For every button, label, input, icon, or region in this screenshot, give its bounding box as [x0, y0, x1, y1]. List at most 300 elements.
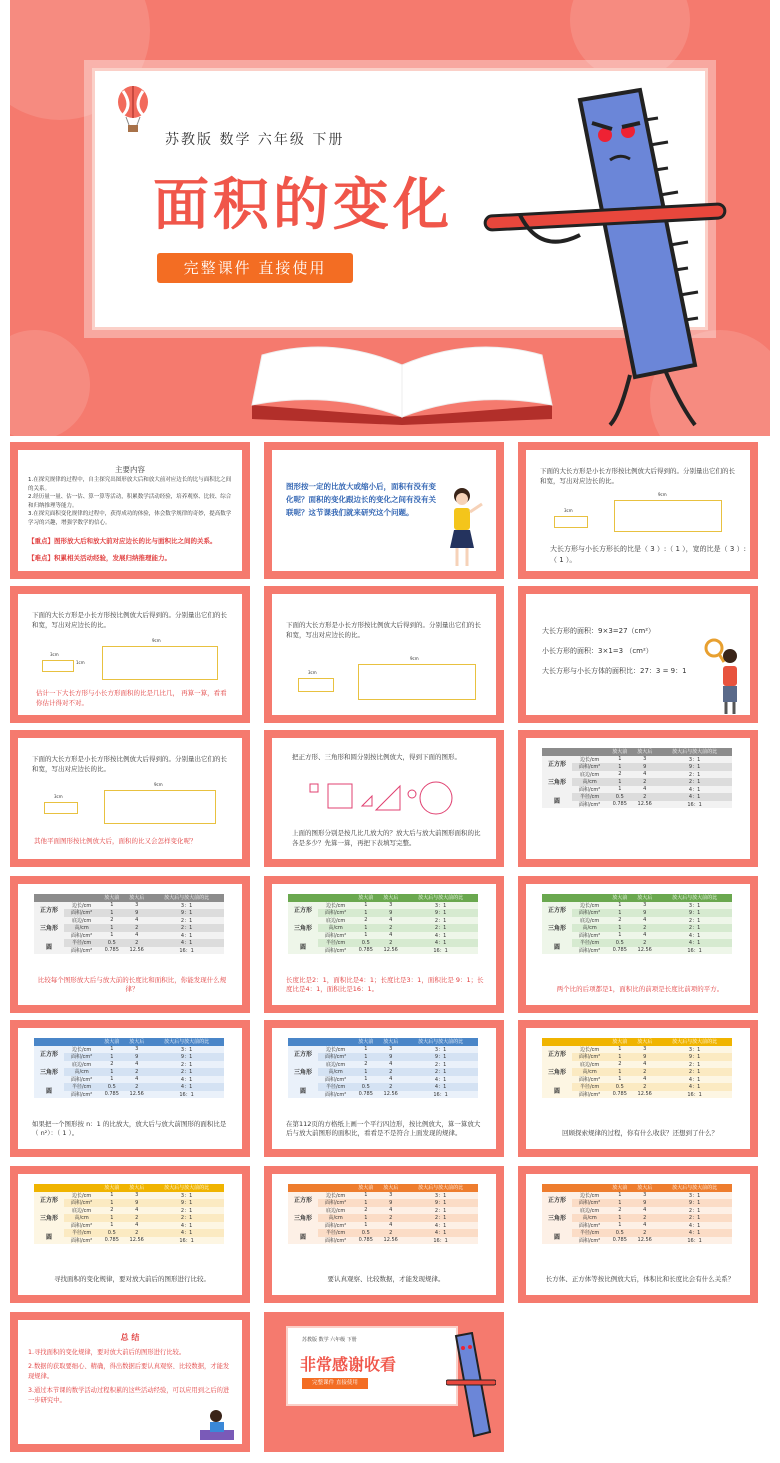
table-cell: 2: [389, 1214, 393, 1221]
table-cell: 1: [110, 1076, 114, 1083]
table-cell: 高/cm: [582, 779, 597, 786]
table-cell: 1: [618, 1214, 622, 1221]
table-cell: 4：1: [434, 1076, 447, 1083]
summary-point-2: 2.数据的获取要细心、精确，得出数据后要认真观察、比较数据，才能发现规律。: [28, 1363, 230, 1381]
question-text: 其他平面图形按比例放大后，面积的比又会怎样变化呢？: [34, 837, 197, 845]
table-row: [288, 1046, 478, 1054]
ruler-character-illustration: [480, 85, 730, 435]
table-cell: 9: [389, 1053, 393, 1060]
table-group-cell: 圆: [542, 1083, 572, 1098]
comparison-table: [288, 894, 478, 954]
slide-table-green-square: [518, 876, 758, 1013]
table-cell: 面积/cm²: [70, 910, 93, 917]
table-cell: 1: [110, 932, 114, 939]
table-cell: 4：1: [434, 1230, 447, 1237]
table-cell: 面积/cm²: [324, 1200, 347, 1207]
table-cell: 9: [135, 1053, 139, 1060]
table-row: [34, 1229, 224, 1237]
table-header-row: [34, 894, 224, 902]
table-group-cell: 三角形: [288, 1061, 318, 1084]
table-cell: 4：1: [434, 932, 447, 939]
table-row: [542, 902, 732, 910]
table-cell: 4: [135, 932, 139, 939]
table-cell: 12.56: [383, 1237, 398, 1244]
table-cell: 1: [364, 1046, 368, 1053]
table-cell: 1: [618, 756, 622, 763]
table-cell: 2：1: [180, 1207, 193, 1214]
table-cell: 2: [643, 924, 647, 931]
table-cell: 高/cm: [582, 925, 597, 932]
table-cell: 2：1: [688, 779, 701, 786]
table-cell: 1: [618, 1199, 622, 1206]
table-cell: 16：1: [179, 1237, 194, 1244]
table-header-row: [542, 748, 732, 756]
table-cell: 12.56: [383, 947, 398, 954]
table-cell: 4: [643, 1207, 647, 1214]
table-header-cell: 放大后: [124, 894, 149, 902]
table-header-cell: 放大后: [124, 1184, 149, 1192]
table-cell: 面积/cm²: [70, 1091, 93, 1098]
table-cell: 0.785: [358, 947, 373, 954]
table-header-cell: 放大后与放大前的比: [149, 894, 224, 902]
small-length-label: 3cm: [54, 794, 63, 799]
table-cell: 16：1: [687, 1091, 702, 1098]
slide-table-green-ratio: [264, 876, 504, 1013]
table-row: [542, 793, 732, 801]
table-row: [542, 1061, 732, 1069]
table-cell: 2: [110, 917, 114, 924]
table-cell: 4：1: [180, 1230, 193, 1237]
comparison-table: [542, 894, 732, 954]
table-cell: 底边/cm: [71, 917, 92, 924]
summary-title: 总 结: [120, 1333, 140, 1342]
table-cell: 16：1: [687, 947, 702, 954]
table-header-cell: [34, 1184, 99, 1192]
table-cell: 半径/cm: [71, 1084, 92, 1091]
table-header-cell: [288, 1038, 353, 1046]
table-cell: 面积/cm²: [70, 1054, 93, 1061]
table-cell: 3：1: [688, 1046, 701, 1053]
comparison-table: [542, 1038, 732, 1098]
table-cell: 面积/cm²: [324, 1237, 347, 1244]
table-row: [34, 917, 224, 925]
table-cell: 高/cm: [74, 1069, 89, 1076]
table-row: [288, 1083, 478, 1091]
table-cell: 0.5: [107, 1229, 116, 1236]
table-caption: 长方体、正方体等按比例放大后，体积比和长度比会有什么关系？: [545, 1275, 735, 1284]
table-group-cell: 圆: [542, 793, 572, 808]
table-cell: 4：1: [434, 1084, 447, 1091]
table-header-row: [288, 1038, 478, 1046]
table-cell: 半径/cm: [71, 940, 92, 947]
table-group-cell: 三角形: [542, 1207, 572, 1230]
table-cell: 3：1: [434, 902, 447, 909]
table-caption: 要认真观察、比较数据，才能发现规律。: [327, 1275, 445, 1284]
table-cell: 9：1: [688, 764, 701, 771]
table-header-row: [288, 894, 478, 902]
table-cell: 1: [618, 902, 622, 909]
table-header-cell: 放大前: [607, 748, 632, 756]
thanks-title: 非常感谢收看: [300, 1355, 397, 1374]
table-cell: 2：1: [688, 1207, 701, 1214]
table-cell: 4：1: [688, 1076, 701, 1083]
table-cell: 边长/cm: [325, 1192, 346, 1199]
table-header-cell: 放大前: [99, 1038, 124, 1046]
table-row: [542, 1083, 732, 1091]
small-rectangle: [298, 678, 334, 692]
table-row: [542, 1192, 732, 1200]
table-cell: 边长/cm: [71, 902, 92, 909]
hot-air-balloon-icon: [115, 85, 151, 133]
table-row: [34, 1207, 224, 1215]
table-cell: 1: [618, 924, 622, 931]
table-cell: 9：1: [180, 1054, 193, 1061]
table-group-cell: 正方形: [34, 1192, 64, 1207]
table-header-cell: 放大前: [353, 894, 378, 902]
table-cell: 3：1: [180, 1192, 193, 1199]
paragraph: 3.在探究面积变化规律的过程中，获得成功的体验，体会数学规律的奇妙，提高数学学习的兴趣，增强学数学的信心。: [28, 511, 232, 526]
table-row: [288, 1207, 478, 1215]
table-cell: 1: [618, 1222, 622, 1229]
girl-magnifier-illustration: [704, 638, 744, 715]
table-cell: 4: [389, 1222, 393, 1229]
table-row: [542, 917, 732, 925]
table-cell: 0.785: [612, 947, 627, 954]
big-length-label: 9cm: [410, 656, 419, 661]
big-area-line: 大长方形的面积：9×3=27（cm²）: [542, 627, 656, 635]
table-header-cell: 放大后: [378, 1038, 403, 1046]
ruler-character-small-illustration: [446, 1332, 496, 1450]
table-cell: 1: [110, 924, 114, 931]
table-cell: 0.785: [104, 1091, 119, 1098]
table-cell: 4: [643, 917, 647, 924]
table-header-cell: 放大后与放大前的比: [657, 748, 732, 756]
table-cell: 0.5: [615, 1229, 624, 1236]
table-cell: 底边/cm: [579, 771, 600, 778]
table-cell: 2: [110, 1207, 114, 1214]
table-cell: 面积/cm²: [578, 910, 601, 917]
table-container: [526, 738, 750, 859]
table-cell: 0.5: [615, 1083, 624, 1090]
table-cell: 底边/cm: [325, 1207, 346, 1214]
table-header-cell: 放大后与放大前的比: [657, 1038, 732, 1046]
comparison-table: [288, 1038, 478, 1098]
table-cell: 2: [135, 924, 139, 931]
small-area-line: 小长方形的面积：3×1=3 （cm²）: [542, 647, 653, 655]
thanks-card: [286, 1326, 458, 1406]
table-cell: 高/cm: [74, 1215, 89, 1222]
table-cell: 2: [389, 1068, 393, 1075]
table-cell: 2: [643, 1068, 647, 1075]
table-row: [34, 939, 224, 947]
table-header-row: [288, 1184, 478, 1192]
table-cell: 12.56: [637, 1091, 652, 1098]
table-cell: 4：1: [688, 794, 701, 801]
table-cell: 4：1: [180, 940, 193, 947]
table-cell: 2：1: [180, 917, 193, 924]
table-cell: 4: [135, 1076, 139, 1083]
small-rectangle: [554, 516, 588, 528]
table-cell: 半径/cm: [325, 1084, 346, 1091]
table-cell: 面积/cm²: [578, 764, 601, 771]
table-row: [288, 1061, 478, 1069]
table-header-cell: [542, 748, 607, 756]
slide-table-orange-volume: [518, 1166, 758, 1303]
table-header-cell: 放大前: [607, 1038, 632, 1046]
table-cell: 4：1: [688, 786, 701, 793]
thanks-subtitle: 苏教版 数学 六年级 下册: [302, 1337, 357, 1343]
comparison-table: [34, 894, 224, 954]
table-cell: 1: [110, 1068, 114, 1075]
table-cell: 面积/cm²: [70, 1200, 93, 1207]
table-cell: 0.5: [361, 939, 370, 946]
table-cell: 9：1: [180, 910, 193, 917]
table-cell: 0.5: [615, 793, 624, 800]
table-header-row: [542, 1038, 732, 1046]
table-cell: 9：1: [180, 1200, 193, 1207]
table-group-cell: 圆: [34, 1229, 64, 1244]
table-cell: 2: [389, 1083, 393, 1090]
table-cell: 4: [643, 786, 647, 793]
table-cell: 2: [135, 939, 139, 946]
small-rectangle: [42, 660, 74, 672]
table-cell: 2：1: [434, 917, 447, 924]
difficulty: 【难点】积累相关活动经验，发展归纳推理能力。: [28, 554, 171, 562]
table-cell: 9：1: [434, 1200, 447, 1207]
table-cell: 2: [643, 1214, 647, 1221]
table-cell: 2：1: [688, 1061, 701, 1068]
table-group-cell: 三角形: [288, 1207, 318, 1230]
table-group-cell: 正方形: [542, 756, 572, 771]
table-row: [34, 1192, 224, 1200]
table-cell: 1: [110, 902, 114, 909]
table-cell: 2: [389, 939, 393, 946]
problem-text: 下面的大长方形是小长方形按比例放大后得到的。分别量出它们的长和宽，写出对应边长的比。: [32, 611, 227, 630]
table-cell: 面积/cm²: [578, 1237, 601, 1244]
table-cell: 1: [618, 1046, 622, 1053]
comparison-table: [542, 1184, 732, 1244]
table-cell: 0.785: [612, 1237, 627, 1244]
table-cell: 0.785: [612, 1091, 627, 1098]
table-caption: 寻找面积的变化规律，要对放大前后的图形进行比较。: [54, 1275, 210, 1284]
table-group-cell: 圆: [288, 1083, 318, 1098]
table-row: [288, 902, 478, 910]
slide-table-blue-rule: [10, 1020, 250, 1157]
table-header-row: [34, 1184, 224, 1192]
thanks-tag: 完整课件 直接使用: [302, 1378, 368, 1389]
table-cell: 0.785: [104, 947, 119, 954]
table-cell: 16：1: [687, 1237, 702, 1244]
table-group-cell: 三角形: [34, 917, 64, 940]
cover-subtitle: 苏教版 数学 六年级 下册: [165, 132, 345, 148]
table-row: [288, 1192, 478, 1200]
table-cell: 9: [135, 909, 139, 916]
table-cell: 1: [618, 763, 622, 770]
slide-measure-rectangles: [518, 442, 758, 579]
table-cell: 高/cm: [582, 1069, 597, 1076]
table-cell: 3: [643, 1192, 647, 1199]
table-cell: 4: [643, 1076, 647, 1083]
table-group-cell: 三角形: [288, 917, 318, 940]
table-header-cell: 放大后: [378, 1184, 403, 1192]
table-cell: 3: [135, 1046, 139, 1053]
table-cell: 0.785: [358, 1237, 373, 1244]
table-cell: 底边/cm: [579, 917, 600, 924]
table-cell: 9: [389, 909, 393, 916]
table-cell: 面积/cm²: [324, 932, 347, 939]
table-header-cell: [542, 894, 607, 902]
table-header-cell: 放大前: [353, 1184, 378, 1192]
table-cell: 9: [389, 1199, 393, 1206]
table-group-cell: 正方形: [542, 902, 572, 917]
table-cell: 底边/cm: [71, 1207, 92, 1214]
table-cell: 9: [643, 1199, 647, 1206]
table-row: [34, 1046, 224, 1054]
table-group-cell: 圆: [542, 939, 572, 954]
table-caption: 如果把一个图形按 n：1 的比放大，放大后与放大前图形的面积比是（ n²）：（ 1 ）。: [32, 1119, 227, 1138]
table-cell: 2：1: [434, 1215, 447, 1222]
big-length-label: 9cm: [658, 492, 667, 497]
table-cell: 4: [389, 917, 393, 924]
reading-student-illustration: [198, 1408, 238, 1444]
table-header-cell: [542, 1038, 607, 1046]
table-cell: 1: [364, 1222, 368, 1229]
table-cell: 1: [110, 1214, 114, 1221]
table-cell: 9：1: [434, 910, 447, 917]
table-cell: 0.785: [104, 1237, 119, 1244]
table-cell: 0.5: [615, 939, 624, 946]
table-cell: 2: [110, 1061, 114, 1068]
table-cell: 4：1: [434, 940, 447, 947]
table-cell: 面积/cm²: [70, 1237, 93, 1244]
table-caption: 回顾探索规律的过程，你有什么收获？还想到了什么？: [562, 1129, 718, 1138]
table-cell: 0.5: [107, 1083, 116, 1090]
table-cell: 0.5: [361, 1229, 370, 1236]
summary-point-1: 1.寻找面积的变化规律，要对放大前后的图形进行比较。: [28, 1349, 186, 1356]
table-header-cell: 放大后与放大前的比: [403, 894, 478, 902]
table-cell: 半径/cm: [325, 1230, 346, 1237]
table-cell: 1: [618, 932, 622, 939]
table-cell: 半径/cm: [579, 940, 600, 947]
table-cell: 1: [364, 924, 368, 931]
table-cell: 3: [643, 1046, 647, 1053]
table-cell: 面积/cm²: [70, 1222, 93, 1229]
table-cell: 2：1: [434, 1061, 447, 1068]
problem-text: 下面的大长方形是小长方形按比例放大后得到的。分别量出它们的长和宽，写出对应边长的比。: [286, 621, 481, 640]
table-header-cell: 放大后: [124, 1038, 149, 1046]
table-cell: 12.56: [637, 1237, 652, 1244]
comparison-table: [34, 1038, 224, 1098]
table-cell: 9：1: [688, 1054, 701, 1061]
cover-tag: 完整课件 直接使用: [157, 253, 353, 283]
problem-text: 下面的大长方形是小长方形按比例放大后得到的。分别量出它们的长和宽，写出对应边长的比。: [32, 755, 227, 774]
table-cell: 3: [389, 902, 393, 909]
slide-heading: 主要内容: [115, 465, 145, 474]
table-group-cell: 三角形: [542, 917, 572, 940]
table-cell: 3: [389, 1046, 393, 1053]
slide-table-gray: [518, 730, 758, 867]
slide-shapes-enlarged: [264, 730, 504, 867]
table-cell: 1: [364, 1068, 368, 1075]
table-cell: 面积/cm²: [578, 801, 601, 808]
decor-circle: [10, 330, 90, 436]
table-cell: 面积/cm²: [578, 1054, 601, 1061]
slide-other-shapes-question: [10, 730, 250, 867]
table-cell: 高/cm: [328, 1069, 343, 1076]
table-header-cell: [542, 1184, 607, 1192]
table-row: [542, 1229, 732, 1237]
table-header-cell: [34, 1038, 99, 1046]
table-cell: 16：1: [179, 1091, 194, 1098]
table-cell: 面积/cm²: [578, 1091, 601, 1098]
table-caption: 两个比的后项都是1，面积比的前项是长度比前项的平方。: [556, 985, 724, 994]
table-group-cell: 圆: [34, 939, 64, 954]
table-cell: 边长/cm: [325, 1046, 346, 1053]
table-cell: 12.56: [129, 1091, 144, 1098]
big-rectangle: [358, 664, 476, 700]
table-cell: 1: [364, 1192, 368, 1199]
table-group-cell: 圆: [34, 1083, 64, 1098]
table-cell: 2：1: [180, 1215, 193, 1222]
table-cell: 边长/cm: [579, 902, 600, 909]
table-cell: 0.5: [361, 1083, 370, 1090]
estimate-question: 估计一下大长方形与小长方形面积的比是几比几， 再算一算，看看你估计得对不对。: [36, 689, 227, 708]
table-group-cell: 正方形: [288, 902, 318, 917]
table-cell: 底边/cm: [579, 1061, 600, 1068]
table-cell: 2: [618, 1061, 622, 1068]
table-group-cell: 圆: [288, 1229, 318, 1244]
table-header-cell: 放大后与放大前的比: [149, 1038, 224, 1046]
table-cell: 1: [110, 1046, 114, 1053]
comparison-table: [34, 1184, 224, 1244]
table-cell: 1: [110, 1192, 114, 1199]
table-cell: 2：1: [688, 1069, 701, 1076]
table-row: [34, 1061, 224, 1069]
table-row: [34, 1083, 224, 1091]
table-cell: 边长/cm: [579, 756, 600, 763]
table-cell: 面积/cm²: [578, 1222, 601, 1229]
table-row: [542, 1046, 732, 1054]
table-cell: 面积/cm²: [578, 932, 601, 939]
table-header-cell: 放大后与放大前的比: [403, 1184, 478, 1192]
table-row: [288, 917, 478, 925]
table-header-cell: [34, 894, 99, 902]
table-cell: 0.785: [612, 801, 627, 808]
table-group-cell: 正方形: [288, 1192, 318, 1207]
table-cell: 4: [389, 932, 393, 939]
table-cell: 面积/cm²: [70, 947, 93, 954]
table-cell: 2: [135, 1083, 139, 1090]
table-cell: 9: [643, 1053, 647, 1060]
table-cell: 1: [110, 1222, 114, 1229]
slide-main-content: [10, 442, 250, 579]
table-cell: 面积/cm²: [70, 1076, 93, 1083]
table-header-cell: 放大前: [99, 1184, 124, 1192]
table-cell: 1: [364, 1214, 368, 1221]
table-group-cell: 正方形: [542, 1192, 572, 1207]
table-cell: 4: [389, 1207, 393, 1214]
table-cell: 16：1: [433, 1237, 448, 1244]
table-cell: 面积/cm²: [324, 1222, 347, 1229]
table-cell: 1: [110, 1199, 114, 1206]
table-header-cell: 放大后与放大前的比: [657, 894, 732, 902]
slide-area-calculation: [518, 586, 758, 723]
table-cell: 16：1: [433, 947, 448, 954]
table-cell: 2: [364, 1061, 368, 1068]
key-point: 【重点】图形放大后和放大前对应边长的比与面积比之间的关系。: [28, 537, 217, 545]
table-cell: 3: [389, 1192, 393, 1199]
table-header-cell: 放大后与放大前的比: [149, 1184, 224, 1192]
